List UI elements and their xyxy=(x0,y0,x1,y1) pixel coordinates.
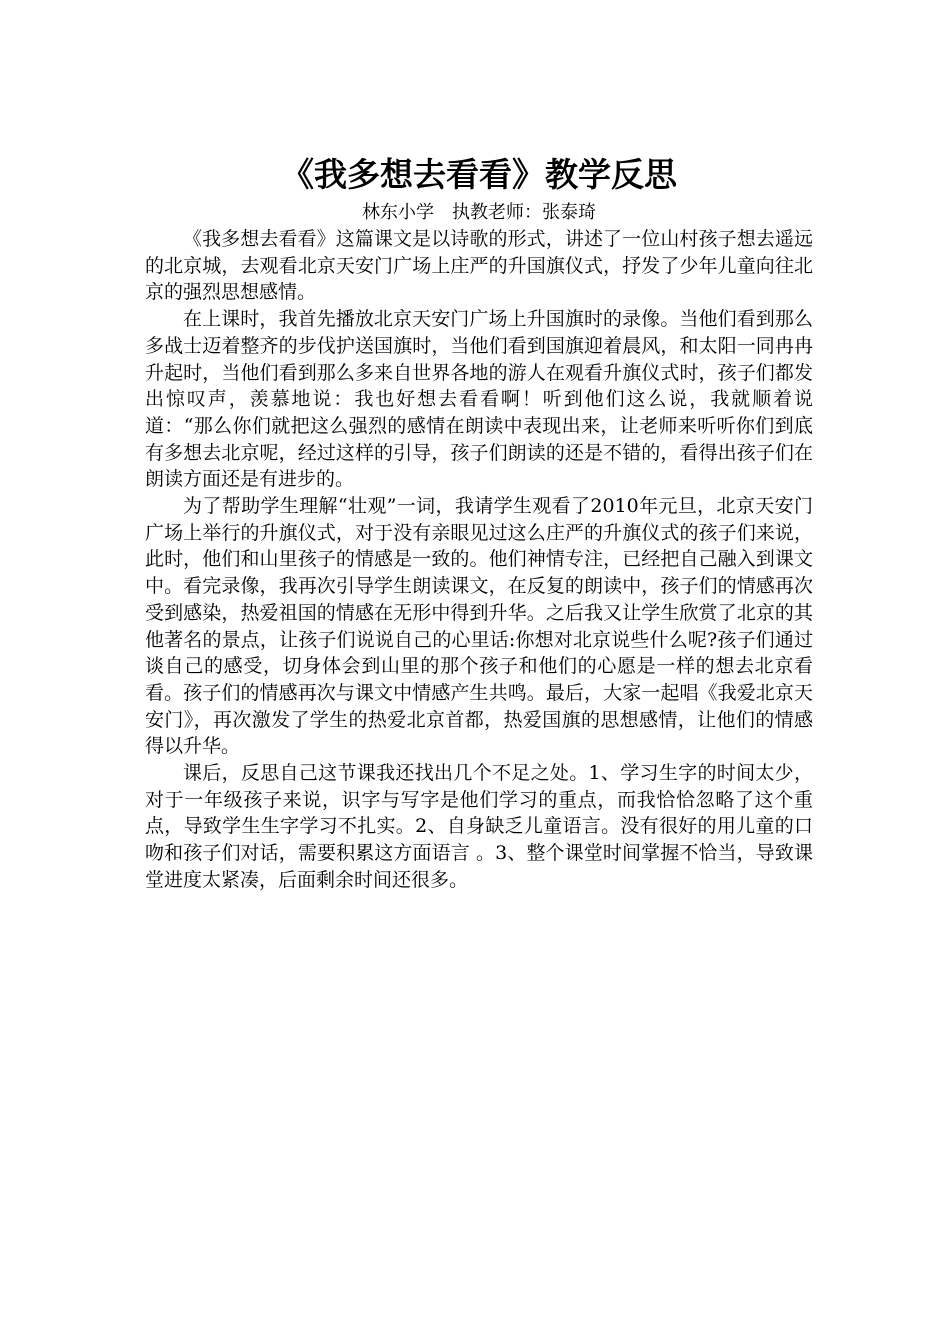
paragraph-intro: 《我多想去看看》这篇课文是以诗歌的形式，讲述了一位山村孩子想去遥远的北京城，去观看北京天安门广场上庄严的升国旗仪式，抒发了少年儿童向往北京的强烈思想感情。 xyxy=(145,228,813,304)
paragraph-understanding: 为了帮助学生理解“壮观”一词，我请学生观看了2010年元旦，北京天安门广场上举行的升旗仪式，对于没有亲眼见过这么庄严的升旗仪式的孩子们来说，此时，他们和山里孩子的情感是一致的。他们神情专注，已经把自己融入到课文中。看完录像，我再次引导学生朗读课文，在反复的朗读中，孩子们的情感再次受到感染，热爱祖国的情感在无形中得到升华。之后我又让学生欣赏了北京的其他著名的景点，让孩子们说说自己的心里话:你想对北京说些什么呢?孩子们通过谈自己的感受，切身体会到山里的那个孩子和他们的心愿是一样的想去北京看看。孩子们的情感再次与课文中情感产生共鸣。最后，大家一起唱《我爱北京天安门》，再次激发了学生的热爱北京首都，热爱国旗的思想感情，让他们的情感得以升华。 xyxy=(145,495,813,758)
paragraph-reflection: 课后，反思自己这节课我还找出几个不足之处。1、学习生字的时间太少，对于一年级孩子来说，识字与写字是他们学习的重点，而我恰恰忽略了这个重点，导致学生生字学习不扎实。2、自身缺乏儿童语言。没有很好的用儿童的口吻和孩子们对话，需要积累这方面语言 。3、整个课堂时间掌握不恰当，导致课堂进度太紧凑，后面剩余时间还很多。 xyxy=(145,762,813,891)
document-title: 《我多想去看看》教学反思 xyxy=(281,155,677,194)
document-author-line: 林东小学 执教老师：张泰琦 xyxy=(362,202,596,223)
paragraph-lesson-video: 在上课时，我首先播放北京天安门广场上升国旗时的录像。当他们看到那么多战士迈着整齐的步伐护送国旗时，当他们看到国旗迎着晨风，和太阳一同冉冉升起时，当他们看到那么多来自世界各地的游人在观看升旗仪式时，孩子们都发出惊叹声，羡慕地说：我也好想去看看啊！听到他们这么说，我就顺着说道：“那么你们就把这么强烈的感情在朗读中表现出来，让老师来听听你们到底有多想去北京呢，经过这样的引导，孩子们朗读的还是不错的，看得出孩子们在朗读方面还是有进步的。 xyxy=(145,308,813,491)
document-body xyxy=(145,150,813,894)
